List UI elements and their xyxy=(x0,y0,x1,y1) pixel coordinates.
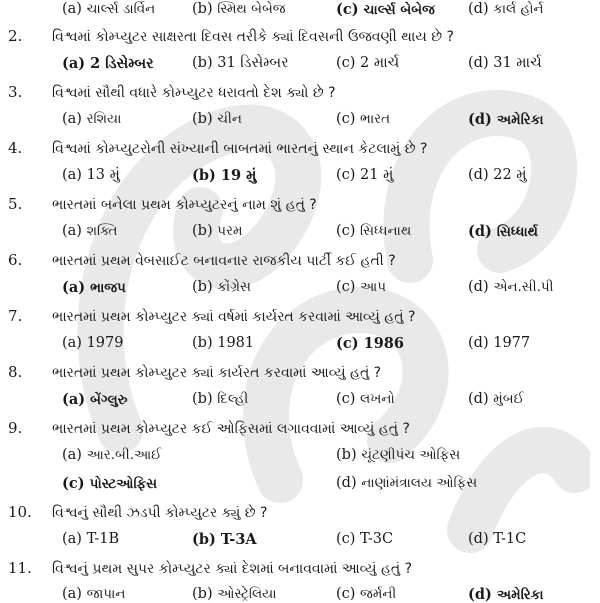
option-key: (b) xyxy=(192,223,218,239)
option-key: (b) xyxy=(192,111,218,127)
option-text: પરમ xyxy=(217,223,243,239)
answer-option-correct xyxy=(192,167,256,184)
option-key: (c) xyxy=(336,1,364,18)
option-key: (a) xyxy=(62,55,91,72)
answer-option-correct xyxy=(62,279,126,296)
option-key: (b) xyxy=(192,167,221,184)
question-row xyxy=(8,363,381,381)
question-text: વિશ્વમાં સૌથી વધારે કોમ્પ્યુટર ધરાવતો દેશ ક્યો છે ? xyxy=(52,85,336,101)
answer-option-correct xyxy=(336,335,404,352)
option-key: (d) xyxy=(468,55,494,71)
option-key: (b) xyxy=(192,55,218,71)
option-key: (c) xyxy=(336,111,361,127)
option-key: (d) xyxy=(468,1,494,17)
question-text: વિશ્વનું સૌથી ઝડપી કોમ્પ્યુટર ક્યું છે ? xyxy=(52,505,268,521)
answer-option xyxy=(468,391,524,407)
answer-option-correct xyxy=(468,111,544,128)
option-text: જાપાન xyxy=(86,586,126,602)
answer-option xyxy=(192,111,242,127)
question-text: વિશ્વમાં કોમ્પ્યુટર સાક્ષરતા દિવસ તરીકે ક્યાં દિવસની ઉજવણી થાય છે ? xyxy=(52,29,454,45)
option-text: ઓસ્ટ્રેલિયા xyxy=(217,586,277,602)
option-text: બેંગ્લુરુ xyxy=(90,392,128,408)
option-key: (b) xyxy=(192,531,221,548)
option-text: સ્મિથ બેબેજ xyxy=(217,1,286,17)
question-row xyxy=(8,559,412,577)
option-text: પોસ્ટઓફિસ xyxy=(89,476,158,492)
option-text: 1986 xyxy=(363,335,404,352)
option-key: (d) xyxy=(468,586,497,603)
question-row xyxy=(8,27,454,45)
answer-option-correct xyxy=(468,586,544,603)
option-text: જર્મની xyxy=(360,586,397,602)
answer-option xyxy=(192,223,243,239)
option-text: T-1B xyxy=(86,531,120,547)
answer-option-correct xyxy=(336,1,435,18)
answer-option xyxy=(468,55,542,71)
option-text: T-1C xyxy=(493,531,527,547)
option-text: T-3C xyxy=(360,531,394,547)
answer-option xyxy=(336,475,477,491)
answer-option xyxy=(192,1,286,17)
option-text: 2 માર્ચ xyxy=(360,55,400,71)
option-key: (d) xyxy=(468,111,497,128)
option-text: અમેરિકા xyxy=(496,112,544,128)
option-text: ચીન xyxy=(217,111,242,127)
question-row xyxy=(8,251,396,269)
option-key: (a) xyxy=(62,223,87,239)
question-number: 9. xyxy=(8,419,23,437)
answer-option xyxy=(62,335,123,351)
option-key: (a) xyxy=(62,391,91,408)
option-text: 1977 xyxy=(493,335,531,351)
answer-option-correct xyxy=(468,223,538,240)
option-text: એન.સી.પી xyxy=(493,279,554,295)
answer-option xyxy=(192,391,248,407)
option-text: ચૂંટણીપંચ ઓફિસ xyxy=(361,447,461,463)
option-text: 1979 xyxy=(86,335,124,351)
option-key: (d) xyxy=(468,335,494,351)
option-key: (a) xyxy=(62,1,87,17)
answer-option xyxy=(336,55,399,71)
option-key: (d) xyxy=(468,531,494,547)
question-number: 5. xyxy=(8,195,23,213)
answer-option xyxy=(336,279,386,295)
option-text: 31 માર્ચ xyxy=(493,55,542,71)
answer-option xyxy=(336,223,411,239)
option-key: (d) xyxy=(468,279,494,295)
answer-option xyxy=(62,531,119,547)
option-text: મુંબઈ xyxy=(493,391,525,407)
answer-option xyxy=(62,167,120,183)
answer-option xyxy=(336,391,395,407)
question-text: વિશ્વમાં કોમ્પ્યુટરોની સંખ્યાની બાબતમાં ભારતનું સ્થાન કેટલામું છે ? xyxy=(52,141,428,157)
option-key: (c) xyxy=(336,223,361,239)
question-text: ભારતમાં પ્રથમ કોમ્પ્યુટર ક્યાં કાર્યરત કરવામાં આવ્યું હતું ? xyxy=(52,365,382,381)
option-key: (a) xyxy=(62,586,87,602)
question-text: ભારતમાં બનેલા પ્રથમ કોમ્પ્યુટરનું નામ શું હતું ? xyxy=(52,197,317,213)
answer-option xyxy=(336,531,393,547)
question-number: 7. xyxy=(8,307,23,325)
answer-option xyxy=(62,1,155,17)
option-text: કોંગ્રેસ xyxy=(217,279,251,295)
question-number: 3. xyxy=(8,83,23,101)
answer-option-correct xyxy=(62,475,157,492)
option-key: (a) xyxy=(62,279,91,296)
option-key: (c) xyxy=(62,475,90,492)
option-text: અમેરિકા xyxy=(496,587,544,603)
option-key: (c) xyxy=(336,531,361,547)
answer-option xyxy=(62,111,121,127)
option-key: (d) xyxy=(468,223,497,240)
option-text: 21 મું xyxy=(360,167,394,183)
answer-option xyxy=(468,531,526,547)
answer-option xyxy=(468,279,554,295)
option-text: કાર્લ હોર્ન xyxy=(493,1,544,17)
answer-option xyxy=(468,1,544,17)
option-key: (b) xyxy=(192,586,218,602)
question-text: ભારતમાં પ્રથમ વેબસાઈટ બનાવનાર રાજકીય પાર્ટી કઈ હતી ? xyxy=(52,253,396,269)
question-row xyxy=(8,83,336,101)
option-text: 22 મું xyxy=(493,167,527,183)
answer-option xyxy=(192,335,254,351)
answer-option xyxy=(62,223,118,239)
option-text: ચાર્લ્સ ડાર્વિન xyxy=(86,1,156,17)
answer-option xyxy=(468,335,530,351)
option-text: નાણાંમંત્રાલય ઓફિસ xyxy=(361,475,478,491)
question-text: ભારતમાં પ્રથમ કોમ્પ્યુટર કઈ ઓફિસમાં લગાવવામાં આવ્યું હતું ? xyxy=(52,421,410,437)
question-number: 4. xyxy=(8,139,23,157)
option-key: (a) xyxy=(62,335,87,351)
question-text: ભારતમાં પ્રથમ કોમ્પ્યુટર ક્યાં વર્ષમાં કાર્યરત કરવામાં આવ્યું હતું ? xyxy=(52,309,416,325)
option-text: આર.બી.આઈ xyxy=(86,447,162,463)
question-row xyxy=(8,419,410,437)
question-row xyxy=(8,195,317,213)
question-number: 8. xyxy=(8,363,23,381)
answer-option xyxy=(192,279,251,295)
question-row xyxy=(8,139,427,157)
option-key: (c) xyxy=(336,279,361,295)
option-text: લખનો xyxy=(360,391,395,407)
option-key: (b) xyxy=(192,279,218,295)
option-key: (b) xyxy=(192,1,218,17)
answer-option xyxy=(336,111,390,127)
answer-option xyxy=(336,447,460,463)
option-text: 31 ડિસેમ્બર xyxy=(217,55,289,71)
option-text: ચાર્લ્સ બેબેજ xyxy=(363,2,435,18)
option-key: (d) xyxy=(336,475,362,491)
option-text: સિધ્ધાર્થ xyxy=(496,224,539,240)
option-text: T-3A xyxy=(220,531,257,548)
question-row xyxy=(8,307,415,325)
option-text: દિલ્હી xyxy=(217,391,249,407)
answer-option xyxy=(468,167,527,183)
option-key: (c) xyxy=(336,167,361,183)
question-number: 6. xyxy=(8,251,23,269)
option-text: 1981 xyxy=(217,335,255,351)
answer-option xyxy=(192,55,289,71)
answer-option-correct xyxy=(62,55,154,72)
option-text: 2 ડિસેમ્બર xyxy=(90,55,154,72)
option-key: (a) xyxy=(62,167,87,183)
option-text: ભારત xyxy=(360,111,391,127)
answer-option-correct xyxy=(192,531,257,548)
question-number: 10. xyxy=(8,503,32,521)
answer-option-correct xyxy=(62,391,128,408)
option-key: (b) xyxy=(192,391,218,407)
option-key: (c) xyxy=(336,55,361,71)
option-key: (b) xyxy=(192,335,218,351)
option-key: (d) xyxy=(468,391,494,407)
option-key: (c) xyxy=(336,391,361,407)
option-text: ભાજપ xyxy=(90,280,126,296)
answer-option xyxy=(336,167,393,183)
option-text: રશિયા xyxy=(86,111,122,127)
option-text: 19 મું xyxy=(220,167,257,184)
option-key: (a) xyxy=(62,447,87,463)
question-number: 2. xyxy=(8,27,23,45)
option-text: સિધ્ધનાથ xyxy=(360,223,412,239)
option-key: (d) xyxy=(468,167,494,183)
option-text: શક્તિ xyxy=(86,223,118,239)
question-number: 11. xyxy=(8,559,32,577)
option-key: (a) xyxy=(62,531,87,547)
question-text: વિશ્વનું પ્રથમ સુપર કોમ્પ્યુટર ક્યાં દેશમાં બનાવવામાં આવ્યું હતું ? xyxy=(52,561,413,577)
option-key: (c) xyxy=(336,335,364,352)
question-row xyxy=(8,503,267,521)
option-key: (c) xyxy=(336,586,361,602)
option-key: (b) xyxy=(336,447,362,463)
option-text: આપ xyxy=(360,279,386,295)
option-key: (a) xyxy=(62,111,87,127)
option-text: 13 મું xyxy=(86,167,120,183)
answer-option xyxy=(62,447,162,463)
